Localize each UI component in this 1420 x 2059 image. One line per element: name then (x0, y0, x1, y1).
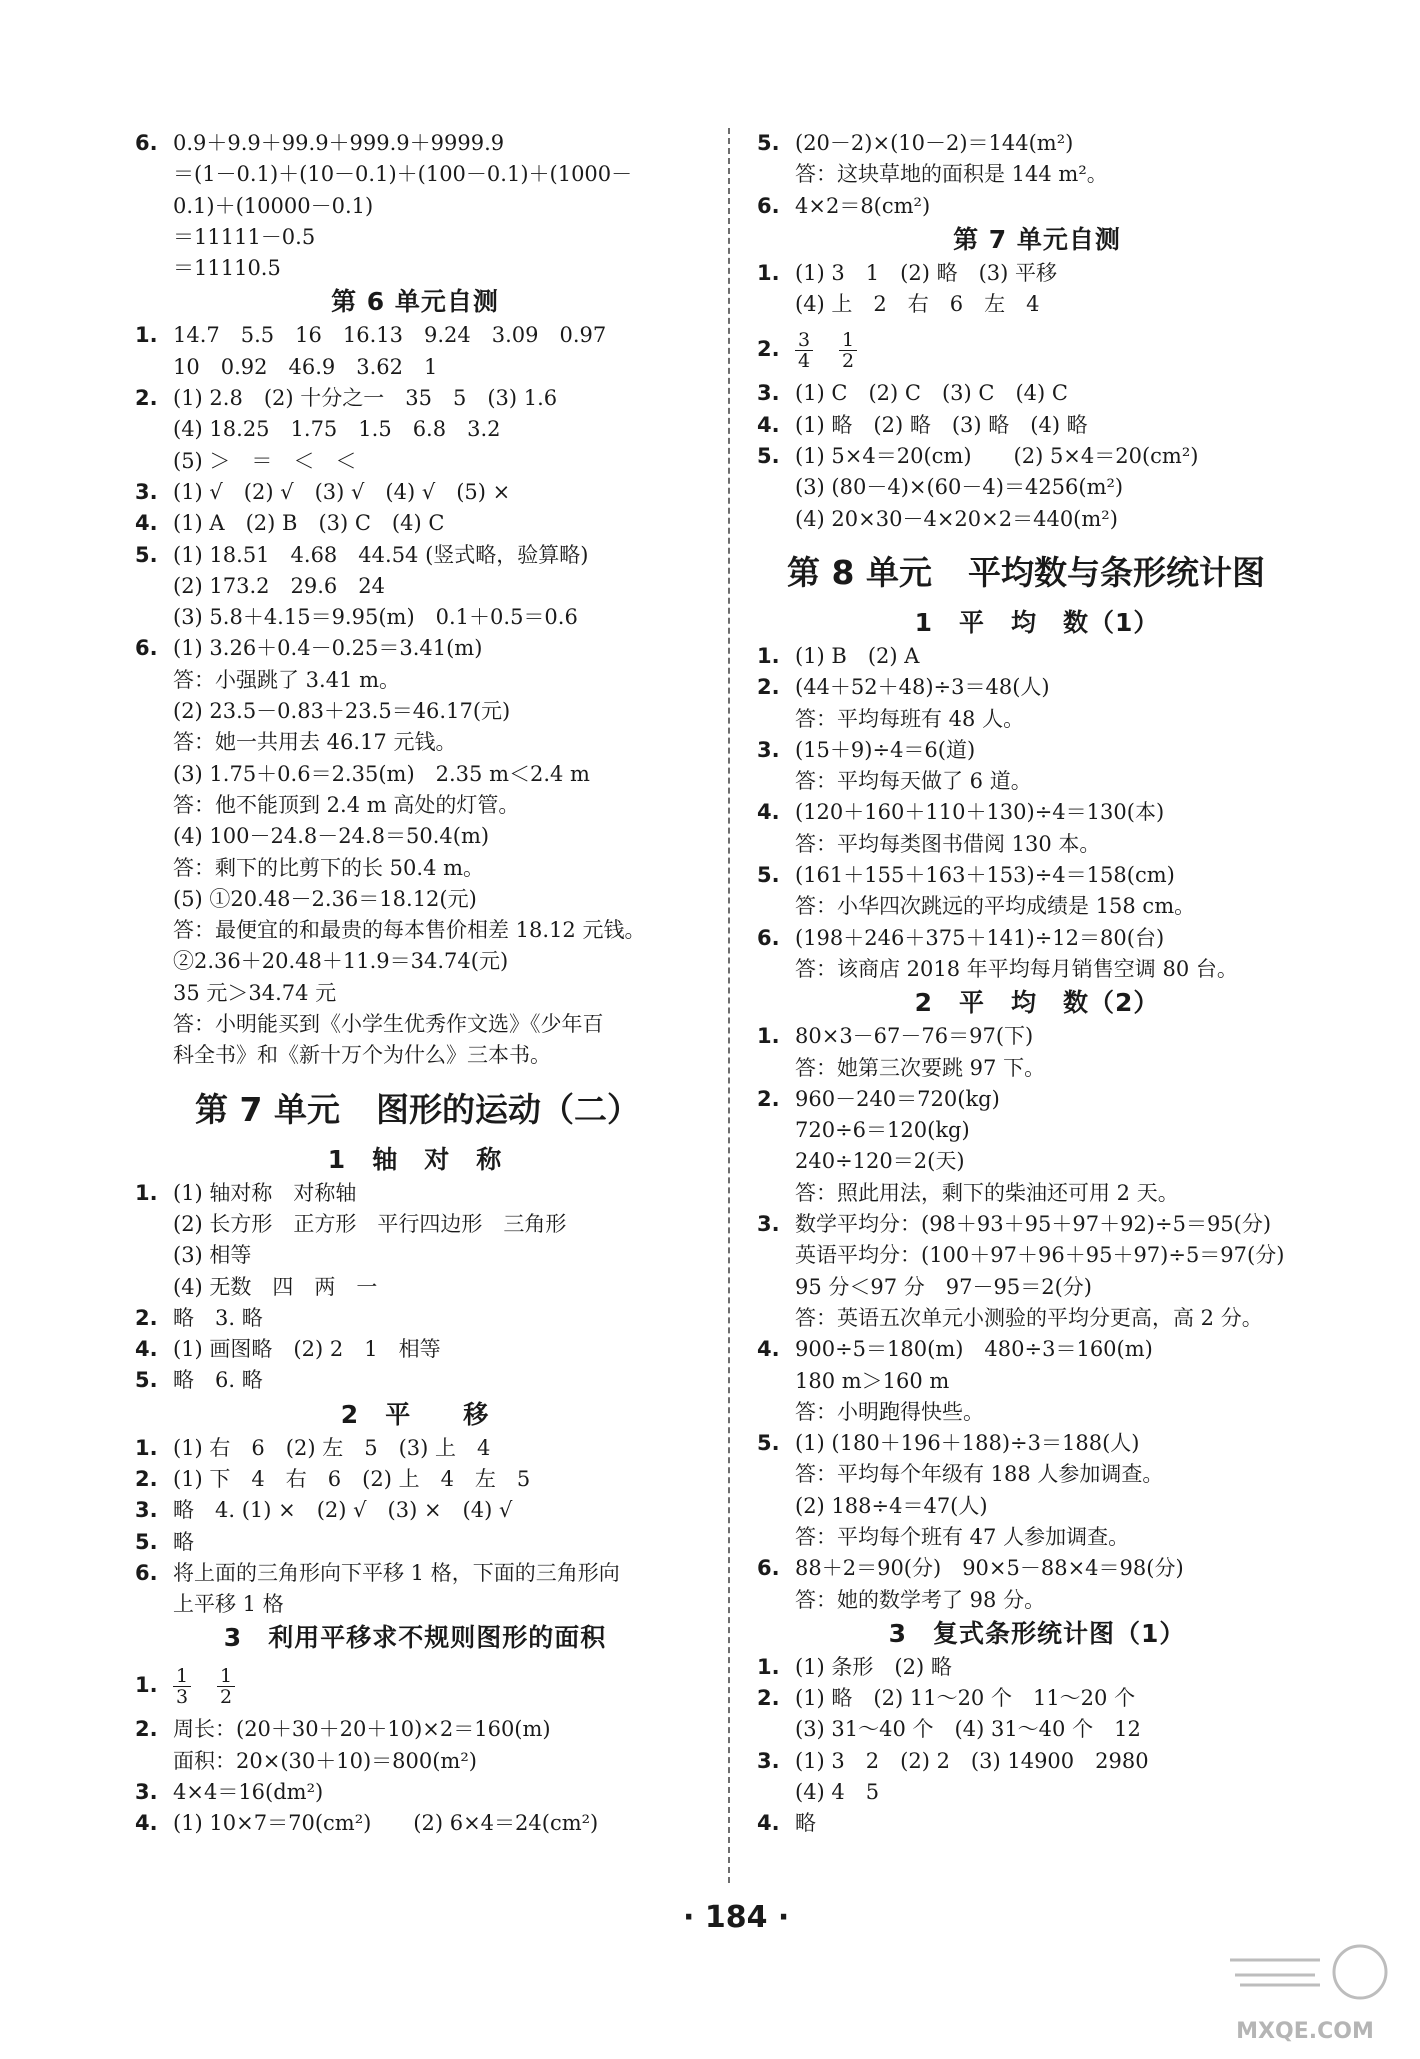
answer-text: (4) 20×30－4×20×2＝440(m²) (795, 506, 1118, 531)
unit8-heading (757, 535, 1317, 605)
answer-line (757, 1714, 1317, 1745)
answer-number: 2. (135, 1305, 158, 1330)
answer-line (135, 633, 695, 664)
answer-number: 5. (757, 1431, 780, 1456)
answer-number: 3. (135, 1498, 158, 1523)
answer-line (135, 727, 695, 758)
answer-number: 5. (757, 131, 780, 155)
section-bar-chart-title: 3 复式条形统计图（1） (888, 1618, 1186, 1648)
answer-line (757, 378, 1317, 409)
answer-line (135, 884, 695, 915)
answer-text: (1) 条形 (2) 略 (795, 1654, 952, 1679)
answer-number: 6. (757, 1556, 780, 1581)
answer-text: (4) 100－24.8－24.8＝50.4(m) (173, 824, 490, 849)
answer-text: 0.1)＋(10000－0.1) (173, 193, 374, 218)
answer-text: 答：平均每个班有 47 人参加调查。 (795, 1524, 1130, 1549)
answer-number: 2. (135, 1466, 158, 1491)
answer-text: 答：英语五次单元小测验的平均分更高，高 2 分。 (795, 1305, 1263, 1330)
answer-line (757, 472, 1317, 503)
answer-number: 1. (757, 260, 780, 285)
top-answers (757, 128, 1317, 222)
unit7-label: 第 7 单元 (195, 1089, 340, 1129)
answer-text: 答：小明能买到《小学生优秀作文选》《少年百 (173, 1012, 604, 1037)
answer-line (135, 1495, 695, 1526)
answer-text: (198＋246＋375＋141)÷12＝80(台) (795, 925, 1165, 950)
answer-number: 1. (757, 1024, 780, 1049)
answer-text: (1) A (2) B (3) C (4) C (173, 511, 445, 536)
answer-line (135, 790, 695, 821)
answer-line (135, 1334, 695, 1365)
section-axis-symmetry-answers (135, 1178, 695, 1397)
answer-number: 3. (757, 381, 780, 406)
answer-line (135, 1746, 695, 1777)
answer-text: 答：平均每天做了 6 道。 (795, 769, 1032, 794)
answer-line (135, 540, 695, 571)
answer-number: 4. (135, 1811, 158, 1836)
answer-line (757, 128, 1317, 159)
answer-line (757, 1366, 1317, 1397)
answer-line (135, 128, 695, 159)
answer-line (135, 1558, 695, 1589)
answer-line (757, 954, 1317, 985)
answer-number: 2. (757, 1686, 780, 1711)
answer-number: 3. (757, 1212, 780, 1237)
answer-line (135, 1365, 695, 1396)
answer-text: 答：她第三次要跳 97 下。 (795, 1055, 1046, 1080)
answer-text: (1) B (2) A (795, 643, 920, 668)
answer-text: 周长：(20＋30＋20＋10)×2＝160(m) (173, 1717, 551, 1742)
section-translation-title: 2 平 移 (340, 1399, 490, 1429)
answer-line (757, 289, 1317, 320)
answer-number: 1. (135, 1673, 158, 1698)
answer-number: 5. (135, 542, 158, 567)
answer-text: 面积：20×(30＋10)＝800(m²) (173, 1748, 477, 1773)
answer-line (135, 1808, 695, 1839)
answer-text: 80×3－67－76＝97(下) (795, 1024, 1034, 1049)
section-average-1-answers (757, 641, 1317, 985)
answer-line (135, 1178, 695, 1209)
answer-line (757, 1272, 1317, 1303)
unit7-test-answers-a (757, 258, 1317, 321)
answer-text: (1) 5×4＝20(cm) (2) 5×4＝20(cm²) (795, 444, 1199, 469)
unit6-answers (135, 320, 695, 1071)
answer-line (757, 1397, 1317, 1428)
answer-text: (1) 10×7＝70(cm²) (2) 6×4＝24(cm²) (173, 1811, 599, 1836)
answer-line (757, 191, 1317, 222)
section-average-2-title: 2 平 均 数（2） (914, 988, 1160, 1018)
answer-text: 略 4. (1) × (2) √ (3) × (4) √ (173, 1498, 513, 1523)
answer-line (757, 1178, 1317, 1209)
fraction-numerator: 1 (841, 329, 855, 352)
answer-text: 95 分＜97 分 97－95＝2(分) (795, 1274, 1092, 1299)
answer-text: (15＋9)÷4＝6(道) (795, 737, 976, 762)
answer-number: 4. (757, 412, 780, 437)
answer-line (135, 1464, 695, 1495)
answer-line-fractions (135, 1656, 695, 1714)
answer-text: (1) (180＋196＋188)÷3＝188(人) (795, 1431, 1140, 1456)
answer-text: (1) 轴对称 对称轴 (173, 1180, 357, 1205)
answer-number: 1. (135, 1435, 158, 1460)
fraction-numerator: 1 (219, 1665, 233, 1688)
fraction-numerator: 1 (175, 1665, 189, 1688)
answer-line (757, 1115, 1317, 1146)
answer-line (135, 1714, 695, 1745)
answer-text: (1) 略 (2) 11～20 个 11～20 个 (795, 1686, 1136, 1711)
answer-number: 6. (757, 193, 780, 218)
fraction-pair (795, 320, 883, 378)
answer-text: (2) 173.2 29.6 24 (173, 573, 386, 598)
answer-line (135, 159, 695, 190)
answer-text: 答：她的数学考了 98 分。 (795, 1587, 1046, 1612)
answer-text: 答：最便宜的和最贵的每本售价相差 18.12 元钱。 (173, 918, 646, 943)
answer-number: 4. (757, 1811, 780, 1836)
answer-text: 900÷5＝180(m) 480÷3＝160(m) (795, 1337, 1153, 1362)
answer-text: 4×4＝16(dm²) (173, 1780, 324, 1805)
answer-text: (2) 188÷4＝47(人) (795, 1493, 988, 1518)
answer-number: 3. (135, 1780, 158, 1805)
answer-line (135, 414, 695, 445)
watermark-text: MXQE.COM (1236, 2019, 1374, 2044)
section-average-1-title: 1 平 均 数（1） (914, 607, 1160, 637)
answer-line (135, 1009, 695, 1040)
answer-text: (3) 5.8＋4.15＝9.95(m) 0.1＋0.5＝0.6 (173, 605, 578, 630)
answer-line (757, 1652, 1317, 1683)
answer-text: 上平移 1 格 (173, 1592, 284, 1617)
answer-text: 35 元＞34.74 元 (173, 980, 337, 1005)
answer-number: 2. (757, 1086, 780, 1111)
answer-text: (20－2)×(10－2)＝144(m²) (795, 131, 1074, 155)
answer-number: 5. (135, 1368, 158, 1393)
answer-text: 略 (173, 1529, 194, 1554)
answer-text: 英语平均分：(100＋97＋96＋95＋97)÷5＝97(分) (795, 1243, 1285, 1268)
answer-line (757, 1084, 1317, 1115)
unit8-name: 平均数与条形统计图 (967, 552, 1265, 592)
answer-number: 4. (135, 1337, 158, 1362)
answer-text: (3) 31～40 个 (4) 31～40 个 12 (795, 1717, 1141, 1742)
right-column (757, 128, 1317, 1840)
answer-text: 答：平均每个年级有 188 人参加调查。 (795, 1462, 1164, 1487)
answer-number: 3. (135, 479, 158, 504)
answer-text: (1) 略 (2) 略 (3) 略 (4) 略 (795, 412, 1088, 437)
answer-text: 答：该商店 2018 年平均每月销售空调 80 台。 (795, 956, 1238, 981)
section-average-2-answers (757, 1021, 1317, 1616)
answer-text: 答：这块草地的面积是 144 m²。 (795, 162, 1108, 187)
fraction-denominator: 2 (841, 350, 855, 373)
answer-line (135, 1777, 695, 1808)
fraction (795, 330, 813, 371)
answer-text: 10 0.92 46.9 3.62 1 (173, 354, 438, 379)
answer-line (757, 1459, 1317, 1490)
column-divider (728, 128, 730, 1883)
answer-number: 5. (135, 1529, 158, 1554)
answer-number: 3. (757, 1748, 780, 1773)
answer-number: 6. (135, 1560, 158, 1585)
answer-line (757, 258, 1317, 289)
unit7-heading (135, 1072, 695, 1142)
answer-text: ②2.36＋20.48＋11.9＝34.74(元) (173, 949, 509, 974)
answer-line (135, 1303, 695, 1334)
page-number: · 184 · (683, 1900, 790, 1935)
answer-text: (1) 下 4 右 6 (2) 上 4 左 5 (173, 1466, 531, 1491)
section-irregular-area-answers (135, 1714, 695, 1839)
answer-line (135, 477, 695, 508)
answer-line (757, 504, 1317, 535)
answer-line (757, 410, 1317, 441)
answer-number: 6. (135, 131, 158, 155)
answer-text: (1) 3 2 (2) 2 (3) 14900 2980 (795, 1748, 1149, 1773)
answer-line (135, 1240, 695, 1271)
answer-text: 答：小华四次跳远的平均成绩是 158 cm。 (795, 894, 1196, 919)
unit7-test-answers-b (757, 378, 1317, 534)
answer-line (757, 1240, 1317, 1271)
answer-text: ＝(1－0.1)＋(10－0.1)＋(100－0.1)＋(1000－ (173, 162, 633, 187)
answer-line (757, 1522, 1317, 1553)
answer-line (757, 1209, 1317, 1240)
answer-line (757, 829, 1317, 860)
watermark-circle (1334, 1946, 1386, 1998)
fraction (839, 330, 857, 371)
answer-line (135, 320, 695, 351)
answer-line (757, 641, 1317, 672)
unit6-test-title: 第 6 单元自测 (331, 287, 499, 317)
answer-line (135, 915, 695, 946)
answer-line (757, 1553, 1317, 1584)
answer-line (135, 696, 695, 727)
unit7-test-title: 第 7 单元自测 (953, 224, 1121, 254)
fraction-denominator: 2 (219, 1686, 233, 1709)
answer-number: 4. (135, 511, 158, 536)
answer-line (135, 253, 695, 284)
answer-line (135, 1527, 695, 1558)
answer-number: 5. (757, 863, 780, 888)
answer-text: (44＋52＋48)÷3＝48(人) (795, 675, 1050, 700)
answer-text: 答：剩下的比剪下的长 50.4 m。 (173, 855, 485, 880)
answer-text: (5) ＞ ＝ ＜ ＜ (173, 448, 357, 473)
answer-text: (120＋160＋110＋130)÷4＝130(本) (795, 800, 1165, 825)
answer-number: 1. (757, 643, 780, 668)
answer-text: 答：平均每班有 48 人。 (795, 706, 1025, 731)
answer-line (135, 853, 695, 884)
answer-text: (3) 相等 (173, 1243, 252, 1268)
answer-line (757, 1021, 1317, 1052)
answer-text: 180 m＞160 m (795, 1368, 950, 1393)
answer-line (135, 821, 695, 852)
answer-number: 1. (135, 323, 158, 348)
answer-text: 0.9＋9.9＋99.9＋999.9＋9999.9 (173, 131, 505, 155)
answer-number: 6. (135, 636, 158, 661)
answer-line (757, 1303, 1317, 1334)
answer-text: (1) 右 6 (2) 左 5 (3) 上 4 (173, 1435, 491, 1460)
answer-line (757, 766, 1317, 797)
answer-line (135, 222, 695, 253)
answer-text: 答：他不能顶到 2.4 m 高处的灯管。 (173, 792, 520, 817)
answer-number: 1. (135, 1180, 158, 1205)
answer-text: ＝11111－0.5 (173, 224, 316, 249)
answer-line (757, 797, 1317, 828)
watermark-strokes (1230, 1960, 1320, 1985)
answer-text: 720÷6＝120(kg) (795, 1118, 970, 1143)
watermark-logo (1210, 1930, 1400, 2050)
answer-text: (2) 长方形 正方形 平行四边形 三角形 (173, 1211, 567, 1236)
answer-line (757, 704, 1317, 735)
answer-text: (1) 画图略 (2) 2 1 相等 (173, 1337, 441, 1362)
answer-line (757, 1746, 1317, 1777)
answer-line (757, 1146, 1317, 1177)
answer-line (135, 1272, 695, 1303)
answer-line (135, 508, 695, 539)
answer-line (135, 1040, 695, 1071)
answer-line (757, 1428, 1317, 1459)
answer-text: 240÷120＝2(天) (795, 1149, 965, 1174)
fraction (217, 1666, 235, 1707)
answer-number: 2. (135, 1717, 158, 1742)
answer-number: 5. (757, 444, 780, 469)
answer-number: 1. (757, 1654, 780, 1679)
intro-block (135, 128, 695, 284)
answer-text: (3) 1.75＋0.6＝2.35(m) 2.35 m＜2.4 m (173, 761, 590, 786)
answer-line (757, 1585, 1317, 1616)
answer-line-fractions (757, 320, 1317, 378)
answer-line (757, 735, 1317, 766)
fraction (173, 1666, 191, 1707)
answer-line (135, 759, 695, 790)
answer-text: 答：小强跳了 3.41 m。 (173, 667, 401, 692)
answer-text: (4) 4 5 (795, 1780, 880, 1805)
answer-text: 将上面的三角形向下平移 1 格，下面的三角形向 (173, 1560, 620, 1585)
answer-text: (1) 3 1 (2) 略 (3) 平移 (795, 260, 1057, 285)
answer-text: (4) 上 2 右 6 左 4 (795, 292, 1040, 317)
answer-line (757, 1334, 1317, 1365)
answer-line (135, 602, 695, 633)
answer-line (757, 923, 1317, 954)
answer-text: (1) √ (2) √ (3) √ (4) √ (5) × (173, 479, 511, 504)
answer-line (757, 860, 1317, 891)
answer-text: 答：平均每类图书借阅 130 本。 (795, 831, 1101, 856)
answer-text: 答：她一共用去 46.17 元钱。 (173, 730, 457, 755)
answer-line (135, 1589, 695, 1620)
answer-text: (4) 18.25 1.75 1.5 6.8 3.2 (173, 417, 501, 442)
fraction-denominator: 3 (175, 1686, 189, 1709)
answer-line (135, 1209, 695, 1240)
answer-text: 4×2＝8(cm²) (795, 193, 931, 218)
answer-line (757, 441, 1317, 472)
answer-line (757, 1053, 1317, 1084)
answer-line (135, 1433, 695, 1464)
answer-text: 88＋2＝90(分) 90×5－88×4＝98(分) (795, 1556, 1184, 1581)
answer-text: 960－240＝720(kg) (795, 1086, 1000, 1111)
answer-text: 14.7 5.5 16 16.13 9.24 3.09 0.97 (173, 323, 607, 348)
answer-text: (2) 23.5－0.83＋23.5＝46.17(元) (173, 699, 511, 724)
fraction-numerator: 3 (797, 329, 811, 352)
answer-line (757, 159, 1317, 190)
answer-text: (161＋155＋163＋153)÷4＝158(cm) (795, 863, 1175, 888)
answer-text: 略 3. 略 (173, 1305, 263, 1330)
section-translation-answers (135, 1433, 695, 1621)
unit7-name: 图形的运动（二） (375, 1089, 640, 1129)
answer-number: 2. (757, 337, 780, 362)
answer-line (757, 1808, 1317, 1839)
answer-number: 6. (757, 925, 780, 950)
answer-line (135, 383, 695, 414)
answer-text: (5) ①20.48－2.36＝18.12(元) (173, 886, 477, 911)
answer-text: 略 6. 略 (173, 1368, 263, 1393)
answer-text: 数学平均分：(98＋93＋95＋97＋92)÷5＝95(分) (795, 1212, 1272, 1237)
answer-line (757, 1683, 1317, 1714)
answer-text: 答：照此用法，剩下的柴油还可用 2 天。 (795, 1180, 1179, 1205)
answer-line (757, 1491, 1317, 1522)
fraction-pair (173, 1656, 261, 1714)
answer-text: 科全书》和《新十万个为什么》三本书。 (173, 1043, 551, 1068)
answer-text: (4) 无数 四 两 一 (173, 1274, 378, 1299)
answer-line (135, 946, 695, 977)
answer-line (757, 891, 1317, 922)
answer-line (135, 978, 695, 1009)
answer-line (135, 446, 695, 477)
section-irregular-area-title: 3 利用平移求不规则图形的面积 (223, 1623, 607, 1653)
answer-text: 答：小明跑得快些。 (795, 1399, 984, 1424)
unit8-label: 第 8 单元 (787, 552, 932, 592)
answer-line (135, 352, 695, 383)
answer-text: (1) 3.26＋0.4－0.25＝3.41(m) (173, 636, 483, 661)
answer-text: 略 (795, 1811, 816, 1836)
answer-line (135, 665, 695, 696)
answer-number: 2. (135, 386, 158, 411)
answer-line (757, 672, 1317, 703)
answer-text: (1) C (2) C (3) C (4) C (795, 381, 1068, 406)
answer-number: 3. (757, 737, 780, 762)
section-axis-symmetry-title: 1 轴 对 称 (327, 1144, 503, 1174)
section-bar-chart-answers (757, 1652, 1317, 1840)
answer-text: (3) (80－4)×(60－4)＝4256(m²) (795, 475, 1124, 500)
left-column (135, 128, 695, 1840)
answer-line (135, 571, 695, 602)
answer-text: (1) 18.51 4.68 44.54 (竖式略，验算略) (173, 542, 589, 567)
answer-number: 2. (757, 675, 780, 700)
answer-number: 4. (757, 800, 780, 825)
answer-number: 4. (757, 1337, 780, 1362)
answer-line (135, 191, 695, 222)
fraction-denominator: 4 (797, 350, 811, 373)
answer-text: ＝11110.5 (173, 256, 281, 281)
answer-line (757, 1777, 1317, 1808)
answer-text: (1) 2.8 (2) 十分之一 35 5 (3) 1.6 (173, 386, 558, 411)
